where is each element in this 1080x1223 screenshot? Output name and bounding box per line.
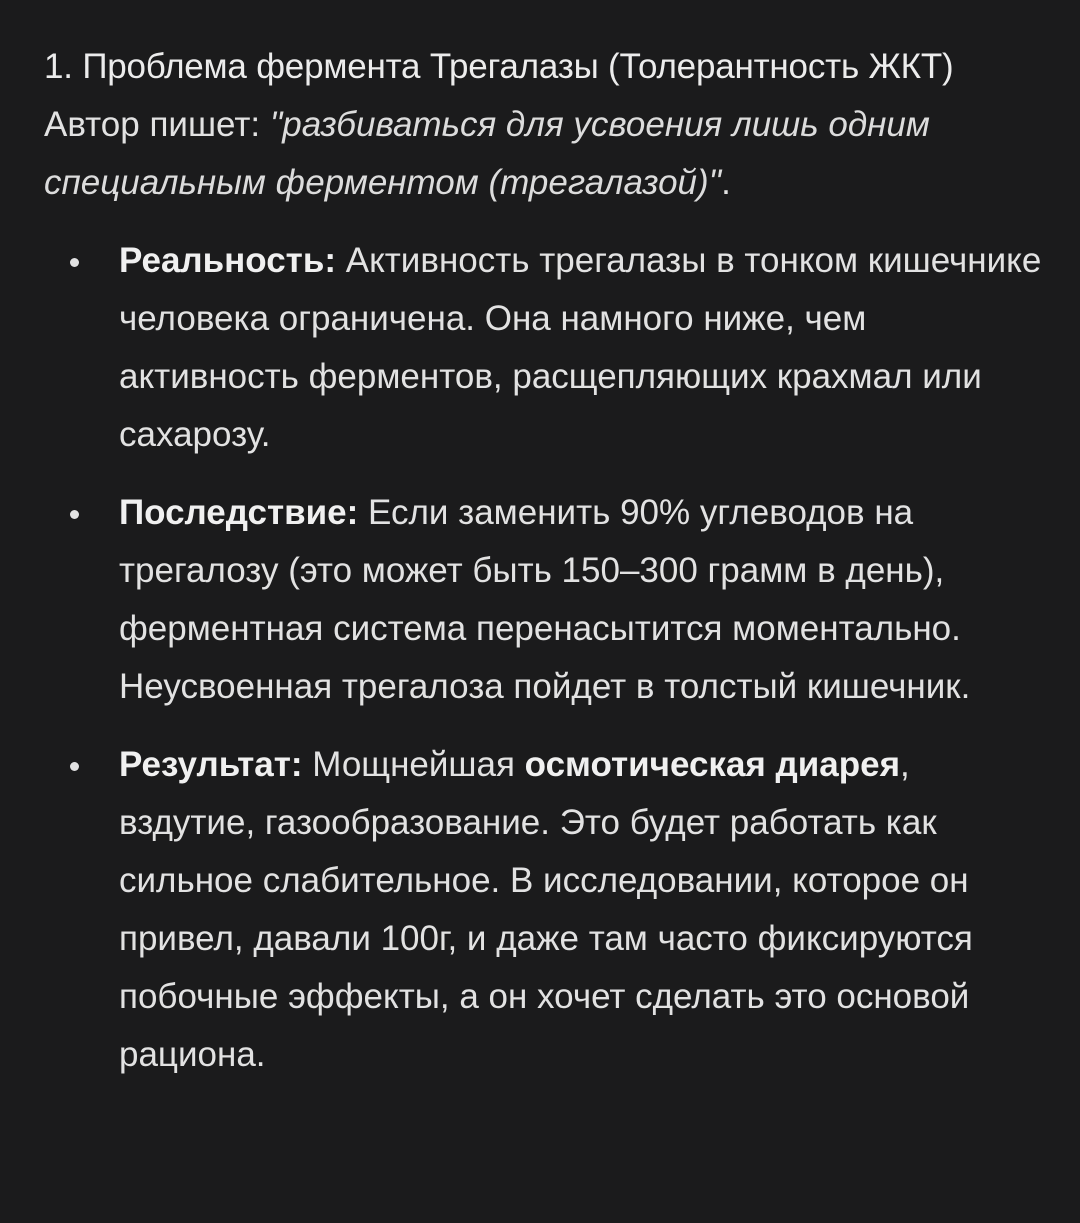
bullet-item-consequence xyxy=(44,484,1044,716)
bullet-text: Активность трегалазы в тонком кишечнике человека ограничена. Она намного ниже, чем активность ферментов, расщепляющих крахмал или сахарозу. xyxy=(119,241,1042,454)
author-suffix: . xyxy=(721,163,731,202)
bullet-text-before: Мощнейшая xyxy=(302,745,525,784)
bullet-text-after: , вздутие, газообразование. Это будет работать как сильное слабительное. В исследовании, которое он привел, давали 100г, и даже там часто фиксируются побочные эффекты, а он хочет сделать это основой рациона. xyxy=(119,745,973,1074)
author-paragraph xyxy=(44,96,1044,212)
bullet-emphasis: осмотическая диарея xyxy=(524,745,901,784)
bullet-label: Последствие: xyxy=(119,493,359,532)
author-prefix: Автор пишет: xyxy=(44,105,270,144)
bullet-label: Результат: xyxy=(119,745,303,784)
bullet-list xyxy=(44,232,1044,1084)
bullet-text: Если заменить 90% углеводов на трегалозу (это может быть 150–300 грамм в день), ферментная система перенасытится моментально. Неусвоенная трегалоза пойдет в толстый кишечник. xyxy=(119,493,971,706)
author-quote: "разбиваться для усвоения лишь одним специальным ферментом (трегалазой)" xyxy=(44,105,930,202)
bullet-label: Реальность: xyxy=(119,241,336,280)
bullet-item-reality xyxy=(44,232,1044,464)
message-content xyxy=(44,38,1044,1104)
bullet-dot-icon xyxy=(70,258,79,267)
bullet-item-result xyxy=(44,736,1044,1084)
bullet-dot-icon xyxy=(70,762,79,771)
section-heading: 1. Проблема фермента Трегалазы (Толерантность ЖКТ) xyxy=(44,47,954,86)
bullet-dot-icon xyxy=(70,510,79,519)
